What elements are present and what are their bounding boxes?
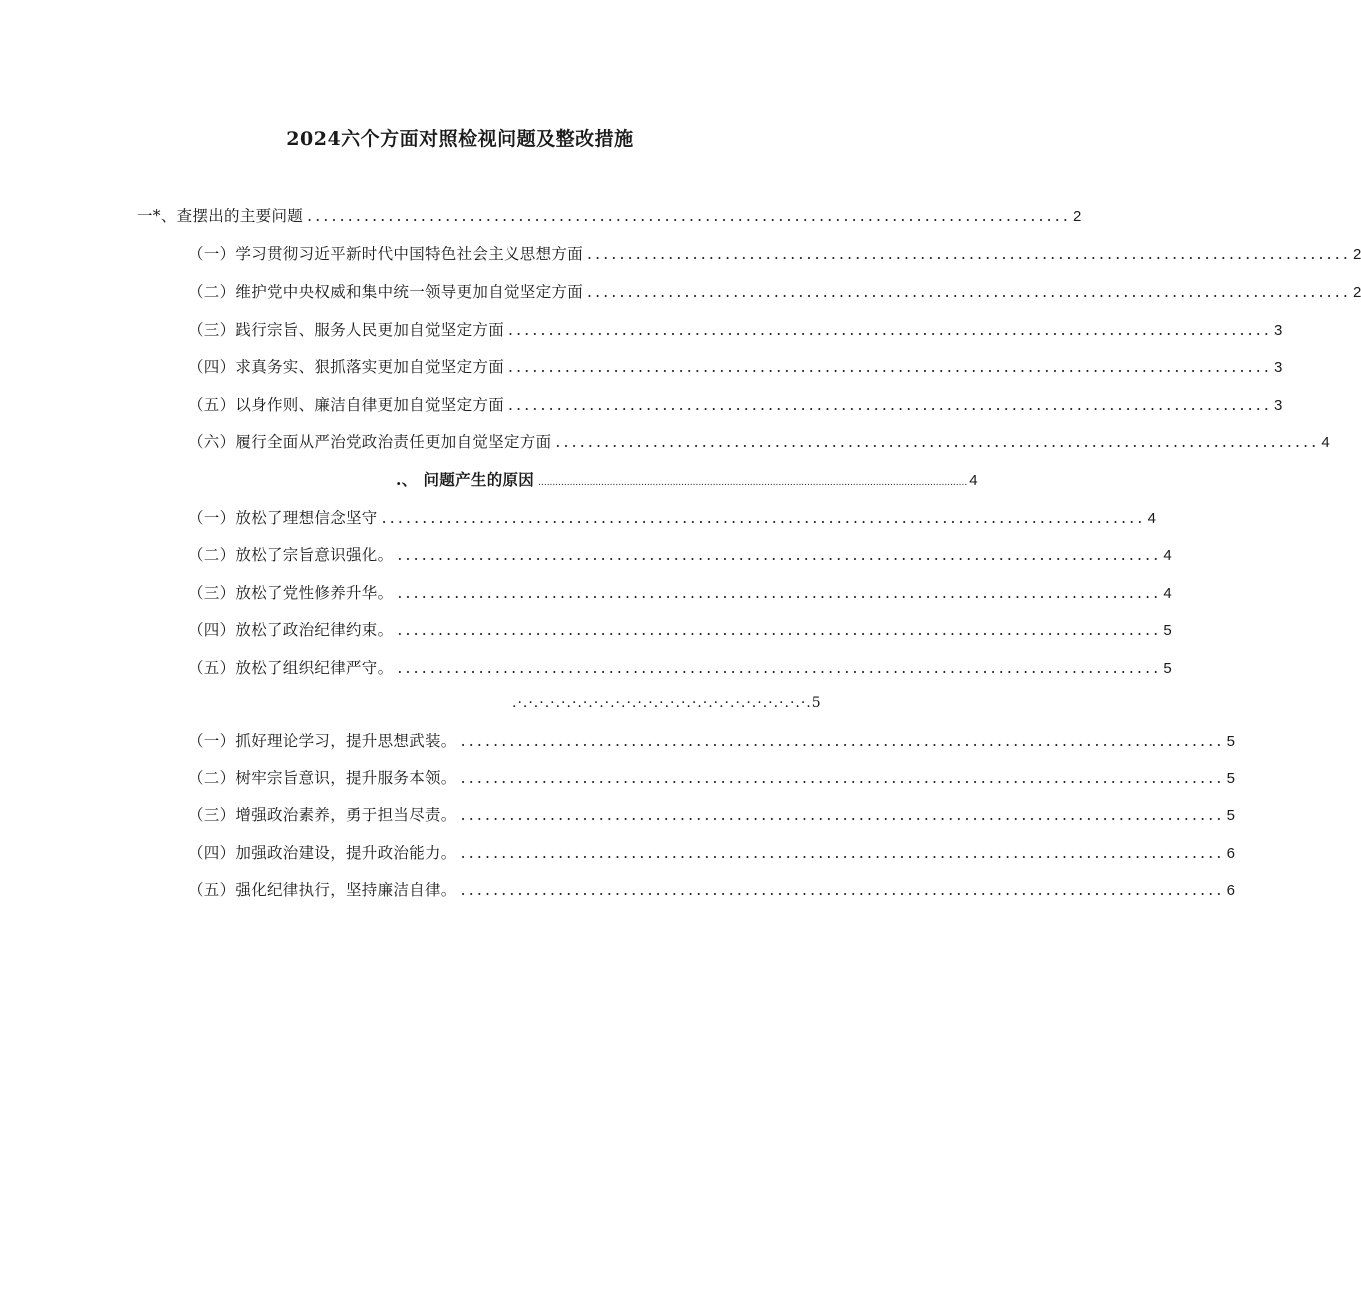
toc-leader-dots: .............................................................................................. bbox=[587, 245, 1351, 263]
toc-entry[interactable] bbox=[188, 244, 1361, 265]
toc-leader-dots: .............................................................................................. bbox=[460, 844, 1225, 862]
toc-leader-dots: .............................................................................................. bbox=[307, 207, 1072, 225]
toc-entry[interactable] bbox=[188, 432, 1330, 453]
toc-page-number: 4 bbox=[1147, 510, 1156, 527]
toc-leader-dots: .............................................................................................. bbox=[587, 283, 1351, 301]
toc-page-number: 5 bbox=[1226, 770, 1235, 787]
toc-page-number: 5 bbox=[1163, 622, 1172, 639]
toc-page-number: 5 bbox=[1226, 807, 1235, 824]
toc-entry-prefix: .、 bbox=[396, 470, 418, 489]
toc-entry-label: （三）践行宗旨、服务人民更加自觉坚定方面 bbox=[188, 321, 505, 339]
toc-leader-dots: .............................................................................................. bbox=[397, 621, 1162, 639]
toc-leader-dots: .............................................................................................. bbox=[397, 546, 1162, 564]
toc-page-number: 3 bbox=[1273, 359, 1283, 376]
toc-entry-label: （三）增强政治素养，勇于担当尽责。 bbox=[188, 806, 457, 824]
toc-leader-dots: .............................................................................................. bbox=[397, 584, 1162, 602]
toc-entry[interactable] bbox=[188, 620, 1172, 641]
toc-page-number: 5 bbox=[1163, 660, 1172, 677]
toc-entry[interactable] bbox=[188, 320, 1283, 341]
toc-entry-label: 一*、查摆出的主要问题 bbox=[137, 207, 304, 225]
toc-leader-dots: .............................................................................................. bbox=[555, 433, 1320, 451]
toc-entry-section-2[interactable] bbox=[396, 470, 978, 493]
toc-page-number: 4 bbox=[1321, 434, 1330, 451]
toc-entry-label: （五）以身作则、廉洁自律更加自觉坚定方面 bbox=[188, 396, 505, 414]
toc-leader-dots: .............................................................................................. bbox=[460, 769, 1225, 787]
toc-page-number: 2 bbox=[1352, 284, 1361, 301]
toc-page-number: 3 bbox=[1273, 397, 1283, 414]
toc-page-number: 4 bbox=[969, 472, 978, 489]
toc-leader-dots: .............................................................................................. bbox=[381, 509, 1146, 527]
toc-entry[interactable] bbox=[188, 282, 1361, 303]
toc-leader-dots: .............................................................................................. bbox=[508, 396, 1272, 414]
toc-entry-section-3[interactable] bbox=[512, 693, 821, 713]
toc-entry[interactable] bbox=[188, 768, 1235, 789]
document-title: 2024六个方面对照检视问题及整改措施 bbox=[286, 128, 634, 150]
toc-page-number: 6 bbox=[1226, 845, 1235, 862]
toc-entry-label: （一）学习贯彻习近平新时代中国特色社会主义思想方面 bbox=[188, 245, 584, 263]
toc-page-number: 5 bbox=[811, 695, 821, 711]
toc-page-number: 6 bbox=[1226, 882, 1235, 899]
toc-leader-dots: .·.·.·.·.·.·.·.·.·.·.·.·.·.·.·.·.·.·.·.·.·.·.·.·.·.·.·. bbox=[512, 695, 812, 711]
toc-entry[interactable] bbox=[188, 357, 1283, 378]
toc-page-number: 5 bbox=[1226, 733, 1235, 750]
toc-entry[interactable] bbox=[188, 805, 1235, 826]
toc-entry[interactable] bbox=[188, 731, 1235, 752]
toc-leader-dots: .............................................................................................. bbox=[460, 806, 1225, 824]
toc-entry[interactable] bbox=[188, 395, 1283, 416]
toc-entry[interactable] bbox=[188, 880, 1235, 901]
toc-entry[interactable] bbox=[188, 843, 1235, 864]
toc-entry[interactable] bbox=[188, 508, 1156, 529]
toc-leader-dots: .............................................................................................. bbox=[508, 321, 1272, 339]
toc-entry-label: （三）放松了党性修养升华。 bbox=[188, 584, 394, 602]
toc-entry-label: （一）抓好理论学习，提升思想武装。 bbox=[188, 732, 457, 750]
toc-leader-dots: .............................................................................................. bbox=[508, 358, 1272, 376]
toc-entry-label: （五）放松了组织纪律严守。 bbox=[188, 659, 394, 677]
toc-page-number: 2 bbox=[1073, 208, 1082, 225]
toc-page-number: 3 bbox=[1273, 322, 1283, 339]
toc-entry-label: （五）强化纪律执行，坚持廉洁自律。 bbox=[188, 881, 457, 899]
toc-entry[interactable] bbox=[188, 583, 1172, 604]
toc-entry[interactable] bbox=[188, 658, 1172, 679]
toc-entry-label: （一）放松了理想信念坚守 bbox=[188, 509, 378, 527]
toc-entry-label: （二）维护党中央权威和集中统一领导更加自觉坚定方面 bbox=[188, 283, 584, 301]
toc-entry-label: （二）树牢宗旨意识，提升服务本领。 bbox=[188, 769, 457, 787]
toc-entry-section-1[interactable] bbox=[137, 206, 1082, 227]
toc-entry-label: （四）加强政治建设，提升政治能力。 bbox=[188, 844, 457, 862]
toc-leader-dots: .............................................................................................. bbox=[460, 881, 1225, 899]
toc-entry-label: （六）履行全面从严治党政治责任更加自觉坚定方面 bbox=[188, 433, 552, 451]
toc-entry-label: （四）求真务实、狠抓落实更加自觉坚定方面 bbox=[188, 358, 505, 376]
toc-entry-label: （二）放松了宗旨意识强化。 bbox=[188, 546, 394, 564]
toc-entry-label: （四）放松了政治纪律约束。 bbox=[188, 621, 394, 639]
toc-leader-dots: .............................................................................................. bbox=[460, 732, 1225, 750]
toc-leader-dots: ...................................................................................................................................................... bbox=[538, 478, 968, 488]
toc-page-number: 4 bbox=[1163, 585, 1172, 602]
toc-page-number: 4 bbox=[1163, 547, 1172, 564]
toc-entry-label: 问题产生的原因 bbox=[423, 470, 535, 489]
toc-leader-dots: .............................................................................................. bbox=[397, 659, 1162, 677]
toc-page-number: 2 bbox=[1352, 246, 1361, 263]
toc-entry[interactable] bbox=[188, 545, 1172, 566]
